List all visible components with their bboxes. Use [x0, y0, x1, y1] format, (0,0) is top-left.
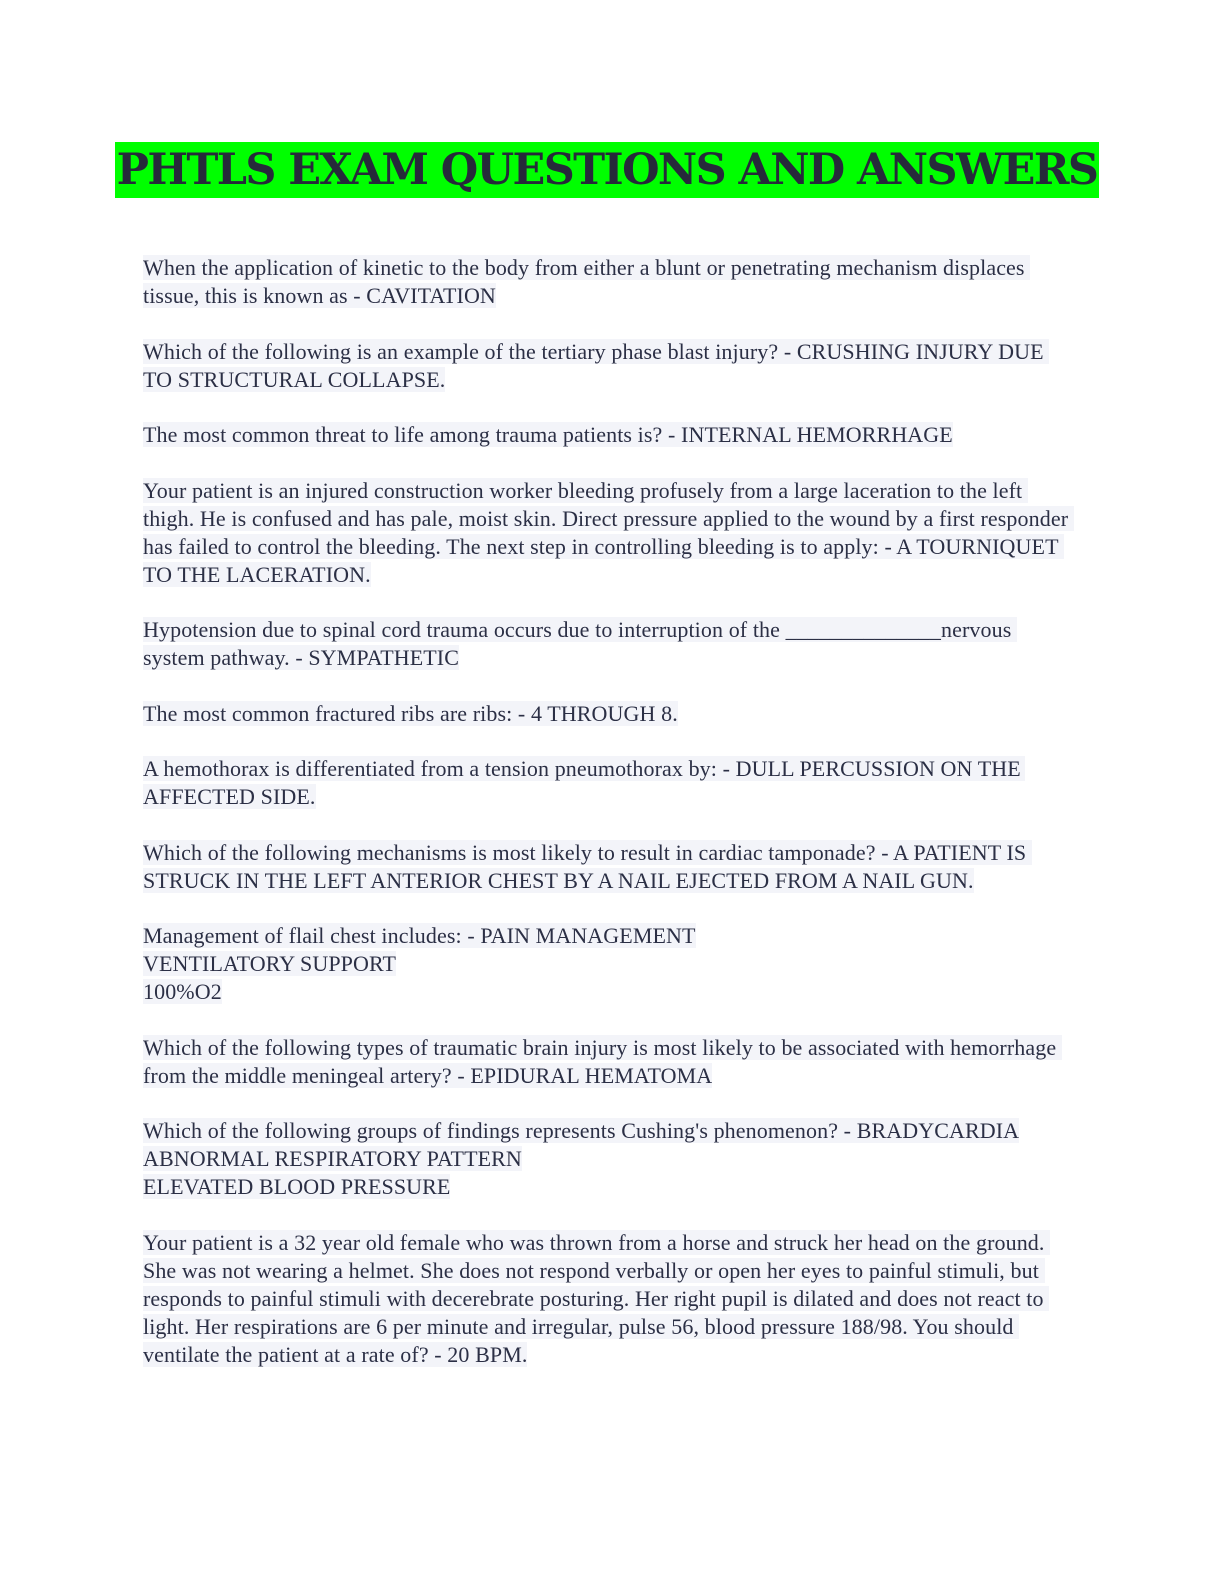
qa-item	[143, 700, 1073, 728]
qa-item	[143, 421, 1073, 449]
qa-item	[143, 254, 1073, 310]
qa-item	[143, 839, 1073, 895]
qa-text: The most common fractured ribs are ribs: - 4 THROUGH 8.	[143, 700, 678, 726]
qa-item	[143, 338, 1073, 394]
page-title: PHTLS EXAM QUESTIONS AND ANSWERS	[115, 142, 1100, 198]
qa-text: Which of the following types of traumatic brain injury is most likely to be associated with hemorrhage from the middle meningeal artery? - EPIDURAL HEMATOMA	[143, 1034, 1062, 1088]
qa-item	[143, 616, 1073, 672]
qa-text: Which of the following groups of findings represents Cushing's phenomenon? - BRADYCARDIA ABNORMAL RESPIRATORY PATTERN ELEVATED BLOOD PRESSURE	[143, 1118, 1020, 1199]
title-band	[116, 142, 1098, 198]
qa-text: Management of flail chest includes: - PAIN MANAGEMENT VENTILATORY SUPPORT 100%O2	[143, 923, 696, 1004]
qa-item	[143, 755, 1073, 811]
qa-item	[143, 1229, 1073, 1369]
qa-list	[143, 254, 1073, 1396]
qa-item	[143, 477, 1073, 589]
qa-text: Your patient is an injured construction worker bleeding profusely from a large laceration to the left thigh. He is confused and has pale, moist skin. Direct pressure applied to the wound by a first responder has failed to control the bleeding. The next step in controlling bleeding is to apply: - A TOURNIQUET TO THE LACERATION.	[143, 477, 1074, 587]
qa-text: Which of the following is an example of the tertiary phase blast injury? - CRUSHING INJURY DUE TO STRUCTURAL COLLAPSE.	[143, 338, 1049, 392]
qa-text: A hemothorax is differentiated from a tension pneumothorax by: - DULL PERCUSSION ON THE AFFECTED SIDE.	[143, 756, 1026, 809]
qa-text: When the application of kinetic to the body from either a blunt or penetrating mechanism displaces tissue, this is known as - CAVITATION	[143, 255, 1031, 308]
qa-item	[143, 1117, 1073, 1201]
qa-item	[143, 1034, 1073, 1090]
qa-text: Your patient is a 32 year old female who was thrown from a horse and struck her head on the ground. She was not wearing a helmet. She does not respond verbally or open her eyes to painful stimuli, but responds to painful stimuli with decerebrate posturing. Her right pupil is dilated and does not react to light. Her respirations are 6 per minute and irregular, pulse 56, blood pressure 188/98. You should ventilate the patient at a rate of? - 20 BPM.	[143, 1229, 1051, 1367]
qa-text: The most common threat to life among trauma patients is? - INTERNAL HEMORRHAGE	[143, 422, 953, 447]
qa-text: Hypotension due to spinal cord trauma occurs due to interruption of the ______________nervous system pathway. - SYMPATHETIC	[143, 617, 1017, 670]
qa-item	[143, 922, 1073, 1006]
qa-text: Which of the following mechanisms is most likely to result in cardiac tamponade? - A PATIENT IS STRUCK IN THE LEFT ANTERIOR CHEST BY A NAIL EJECTED FROM A NAIL GUN.	[143, 839, 1032, 893]
